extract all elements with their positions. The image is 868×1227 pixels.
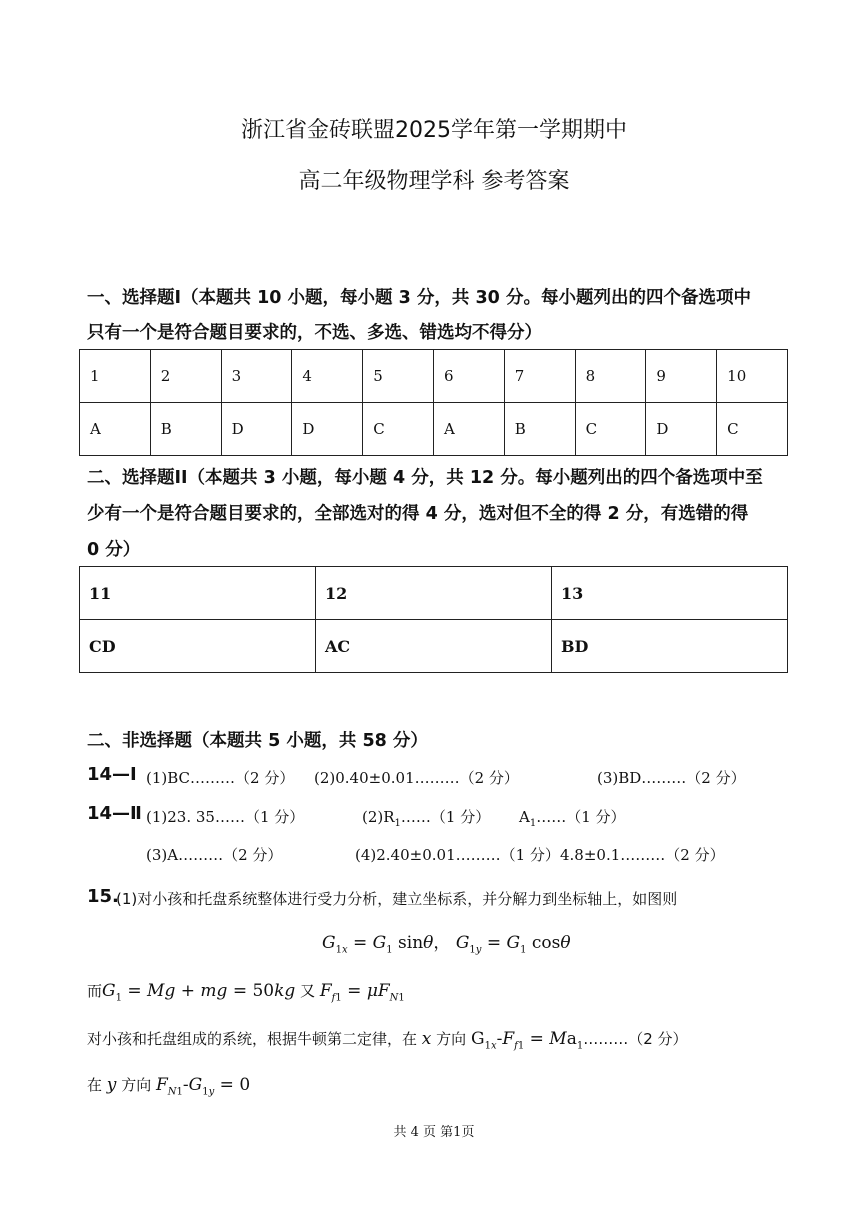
- question-number: 7: [504, 350, 575, 403]
- answer-cell: CD: [80, 620, 316, 673]
- question-number-row: [80, 350, 788, 403]
- q15-label: 15.: [87, 886, 119, 907]
- answer-cell: D: [292, 403, 363, 456]
- question-number: 3: [221, 350, 292, 403]
- q15-equation-5: $F_{N1}-G_{1y} = 0$: [155, 1075, 251, 1098]
- question-number: 12: [316, 567, 552, 620]
- answer-cell: D: [221, 403, 292, 456]
- answer-cell: C: [717, 403, 788, 456]
- answer-cell: A: [433, 403, 504, 456]
- q15-y-variable: y: [106, 1075, 117, 1095]
- q14-1-label: 14—Ⅰ: [87, 764, 137, 785]
- section3-heading: 二、非选择题（本题共 5 小题，共 58 分）: [87, 731, 428, 751]
- q14-2-answer-4: (3)A………（2 分）: [146, 846, 283, 864]
- q15-line-1: (1)对小孩和托盘系统整体进行受力分析，建立坐标系，并分解力到坐标轴上，如图则: [116, 890, 678, 908]
- question-number: 8: [575, 350, 646, 403]
- q15-equation-2: $G_1 = Mg$ + mg = 50kg: [102, 981, 296, 1004]
- answer-score: ……（1 分）: [400, 808, 491, 826]
- answer-cell: BD: [552, 620, 788, 673]
- question-number: 5: [363, 350, 434, 403]
- answer-text: (2)R: [362, 808, 395, 826]
- question-number: 13: [552, 567, 788, 620]
- q15-equation-4: $G_{1x}-F_{f1} = Ma_1$: [470, 1029, 584, 1052]
- q15-line-4-prefix: 在: [87, 1076, 103, 1094]
- q14-1-answer-1: (1)BC………（2 分）: [146, 769, 295, 787]
- answer-cell: B: [504, 403, 575, 456]
- page-title: 浙江省金砖联盟2025学年第一学期期中: [241, 118, 627, 143]
- answer-cell: A: [80, 403, 151, 456]
- q15-line-2-mid: 又: [300, 982, 316, 1000]
- section1-heading-cont: 只有一个是符合题目要求的，不选、多选、错选均不得分）: [87, 323, 542, 343]
- answer-score: ……（1 分）: [536, 808, 626, 826]
- page-subtitle: 高二年级物理学科 参考答案: [298, 169, 570, 194]
- q14-2-answer-5: (4)2.40±0.01………（1 分）: [355, 846, 560, 864]
- question-number: 9: [646, 350, 717, 403]
- answer-cell: C: [575, 403, 646, 456]
- answer-row: [80, 403, 788, 456]
- page-footer: 共 4 页 第1页: [393, 1125, 475, 1140]
- q14-2-answer-2: [362, 806, 490, 829]
- q15-line-3-prefix: 对小孩和托盘组成的系统，根据牛顿第二定律，在: [87, 1030, 418, 1048]
- q14-1-answer-3: (3)BD………（2 分）: [597, 769, 746, 787]
- section2-heading: 二、选择题II（本题共 3 小题，每小题 4 分，共 12 分。每小题列出的四个备选项中至: [87, 468, 763, 488]
- section2-heading-cont2: 0 分）: [87, 540, 141, 560]
- q15-line-4-mid: 方向: [121, 1076, 152, 1094]
- question-number-row: [80, 567, 788, 620]
- question-number: 1: [80, 350, 151, 403]
- section1-answer-table: [79, 349, 788, 456]
- section1-heading: 一、选择题Ⅰ（本题共 10 小题，每小题 3 分，共 30 分。每小题列出的四个备选项中: [87, 288, 751, 308]
- section2-heading-cont: 少有一个是符合题目要求的，全部选对的得 4 分，选对但不全的得 2 分，有选错的得: [87, 504, 749, 524]
- q15-line-3-mid: 方向: [436, 1030, 467, 1048]
- q14-2-answer-3: [519, 806, 626, 829]
- answer-cell: AC: [316, 620, 552, 673]
- question-number: 6: [433, 350, 504, 403]
- subscript: 1: [394, 818, 401, 829]
- answer-cell: B: [150, 403, 221, 456]
- section2-answer-table: [79, 566, 788, 673]
- answer-cell: C: [363, 403, 434, 456]
- q15-line-3: [87, 1028, 688, 1051]
- question-number: 10: [717, 350, 788, 403]
- q14-2-answer-1: (1)23. 35……（1 分）: [146, 808, 305, 826]
- question-number: 4: [292, 350, 363, 403]
- q15-line-2-prefix: 而: [87, 982, 103, 1000]
- q15-equation-1: $G_{1x} = G_1$ sinθ， $G_{1y} = G_1$ cosθ: [322, 933, 571, 956]
- q14-2-answer-6: 4.8±0.1………（2 分）: [560, 846, 725, 864]
- q15-equation-3: $F_{f1} = \mu F_{N1}$: [319, 981, 405, 1004]
- q15-line-2: [87, 980, 405, 1003]
- answer-row: [80, 620, 788, 673]
- answer-cell: D: [646, 403, 717, 456]
- question-number: 2: [150, 350, 221, 403]
- q15-x-variable: x: [421, 1029, 432, 1049]
- subscript: 1: [529, 818, 537, 829]
- q14-2-label: 14—Ⅱ: [87, 803, 142, 824]
- q14-1-answer-2: (2)0.40±0.01………（2 分）: [314, 769, 519, 787]
- q15-line-3-score: ………（2 分）: [583, 1030, 688, 1048]
- question-number: 11: [80, 567, 316, 620]
- q15-line-4: [87, 1074, 250, 1097]
- answer-text: A: [519, 808, 530, 826]
